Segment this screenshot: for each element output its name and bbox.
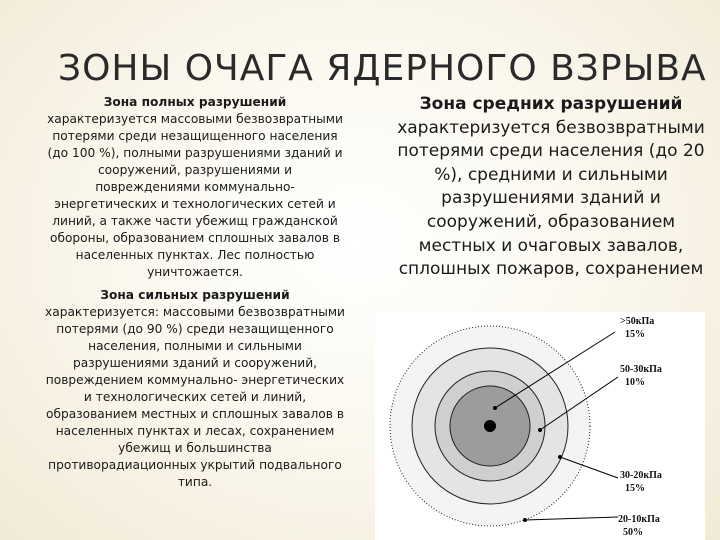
blast-zones-diagram [375, 312, 705, 540]
zone-full-destruction [45, 94, 345, 281]
leader-dot [558, 455, 562, 459]
leader-dot [523, 518, 527, 522]
leader-dot [538, 428, 542, 432]
zone-description: характеризуется: массовыми безвозвратными потерями (до 90 %) среди незащищенного населения, полными и сильными разрушениями зданий и сооружений, повреждением коммунально- энергетических и технологических сетей и линий, образованием местных и сплошных завалов в населенных пунктах и лесах, сохранением убежищ и большинства противорадиационных укрытий подвального типа. [45, 305, 345, 489]
leader-line [525, 517, 618, 520]
zone-heading: Зона полных разрушений [103, 95, 287, 109]
zone-description: характеризуется массовыми безвозвратными потерями среди незащищенного населения (до 100 %), полными разрушениями зданий и сооружений, разрушениями и повреждениями коммунально-энергетических и технологических сетей и линий, а также части убежищ гражданской обороны, образованием сплошных завалов в населенных пунктах. Лес полностью уничтожается. [47, 112, 343, 279]
zone-heading: Зона сильных разрушений [100, 288, 290, 302]
left-column [45, 94, 345, 497]
zone-heavy-destruction [45, 287, 345, 491]
zone-percent-label: 15% [625, 329, 645, 340]
leader-dot [493, 406, 497, 410]
zone-pressure-label: 30-20кПа [620, 470, 662, 481]
zone-heading: Зона средних разрушений [419, 94, 683, 114]
zone-description: характеризуется безвозвратными потерями среди населения (до 20 %), средними и сильными разрушениями зданий и сооружений, образованием местных и очаговых завалов, сплошных пожаров, сохранением [397, 117, 705, 280]
slide-title: ЗОНЫ ОЧАГА ЯДЕРНОГО ВЗРЫВА [58, 48, 707, 89]
zone-percent-label: 50% [623, 527, 643, 538]
zones-svg [375, 312, 705, 540]
zone-pressure-label: 20-10кПа [618, 514, 660, 525]
zone-pressure-label: >50кПа [620, 316, 655, 327]
zone-percent-label: 10% [625, 377, 645, 388]
epicenter-dot [484, 420, 496, 432]
zone-pressure-label: 50-30кПа [620, 364, 662, 375]
zone-percent-label: 15% [625, 483, 645, 494]
